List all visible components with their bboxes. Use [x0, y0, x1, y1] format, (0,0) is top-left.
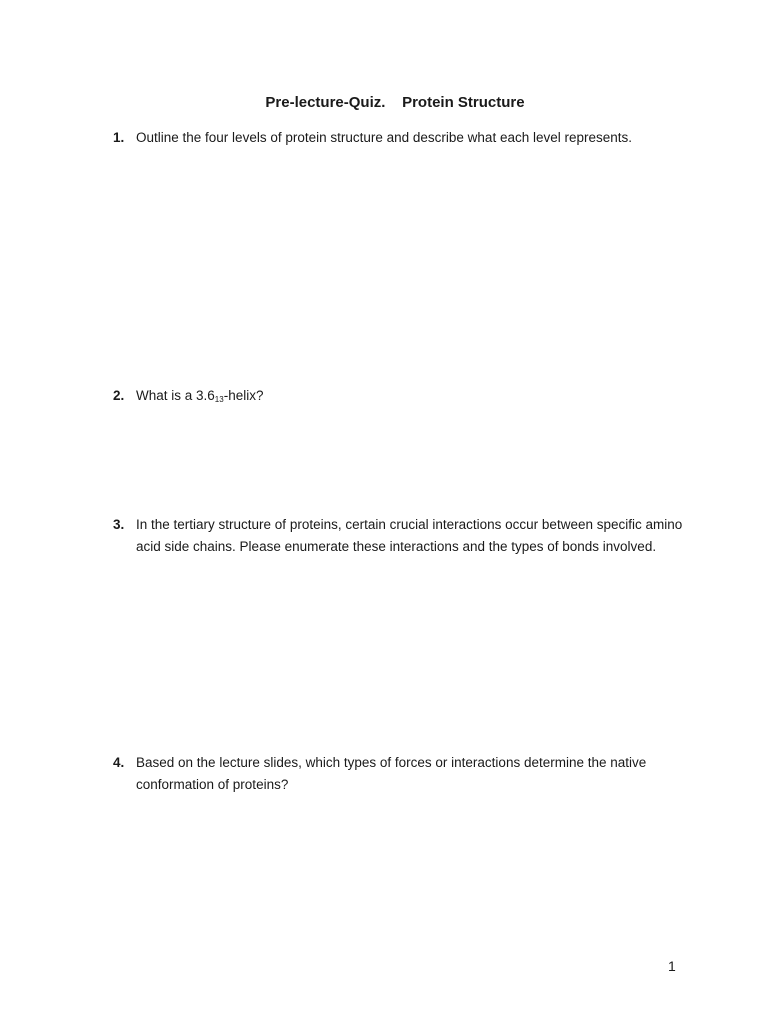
- question-2: [113, 385, 683, 407]
- question-text-after: -helix?: [223, 388, 264, 403]
- question-number: 3.: [113, 517, 125, 532]
- question-3: [113, 514, 683, 558]
- question-4: [113, 752, 683, 796]
- question-text: [136, 385, 683, 407]
- question-1: [113, 127, 683, 149]
- question-text: Outline the four levels of protein structure and describe what each level represents.: [136, 130, 633, 145]
- quiz-title: Pre-lecture-Quiz. Protein Structure: [265, 94, 525, 111]
- page-number: 1: [668, 958, 676, 974]
- helix-subscript: 13: [214, 395, 224, 404]
- question-text-before: What is a 3.6: [136, 388, 215, 403]
- question-text: Based on the lecture slides, which types of forces or interactions determine the native conformation of proteins?: [136, 755, 647, 792]
- question-text: In the tertiary structure of proteins, certain crucial interactions occur between specific amino acid side chains. Please enumerate these interactions and the types of bonds involved.: [136, 517, 683, 554]
- question-number: 4.: [113, 755, 125, 770]
- question-number: 2.: [113, 388, 125, 403]
- question-number: 1.: [113, 130, 125, 145]
